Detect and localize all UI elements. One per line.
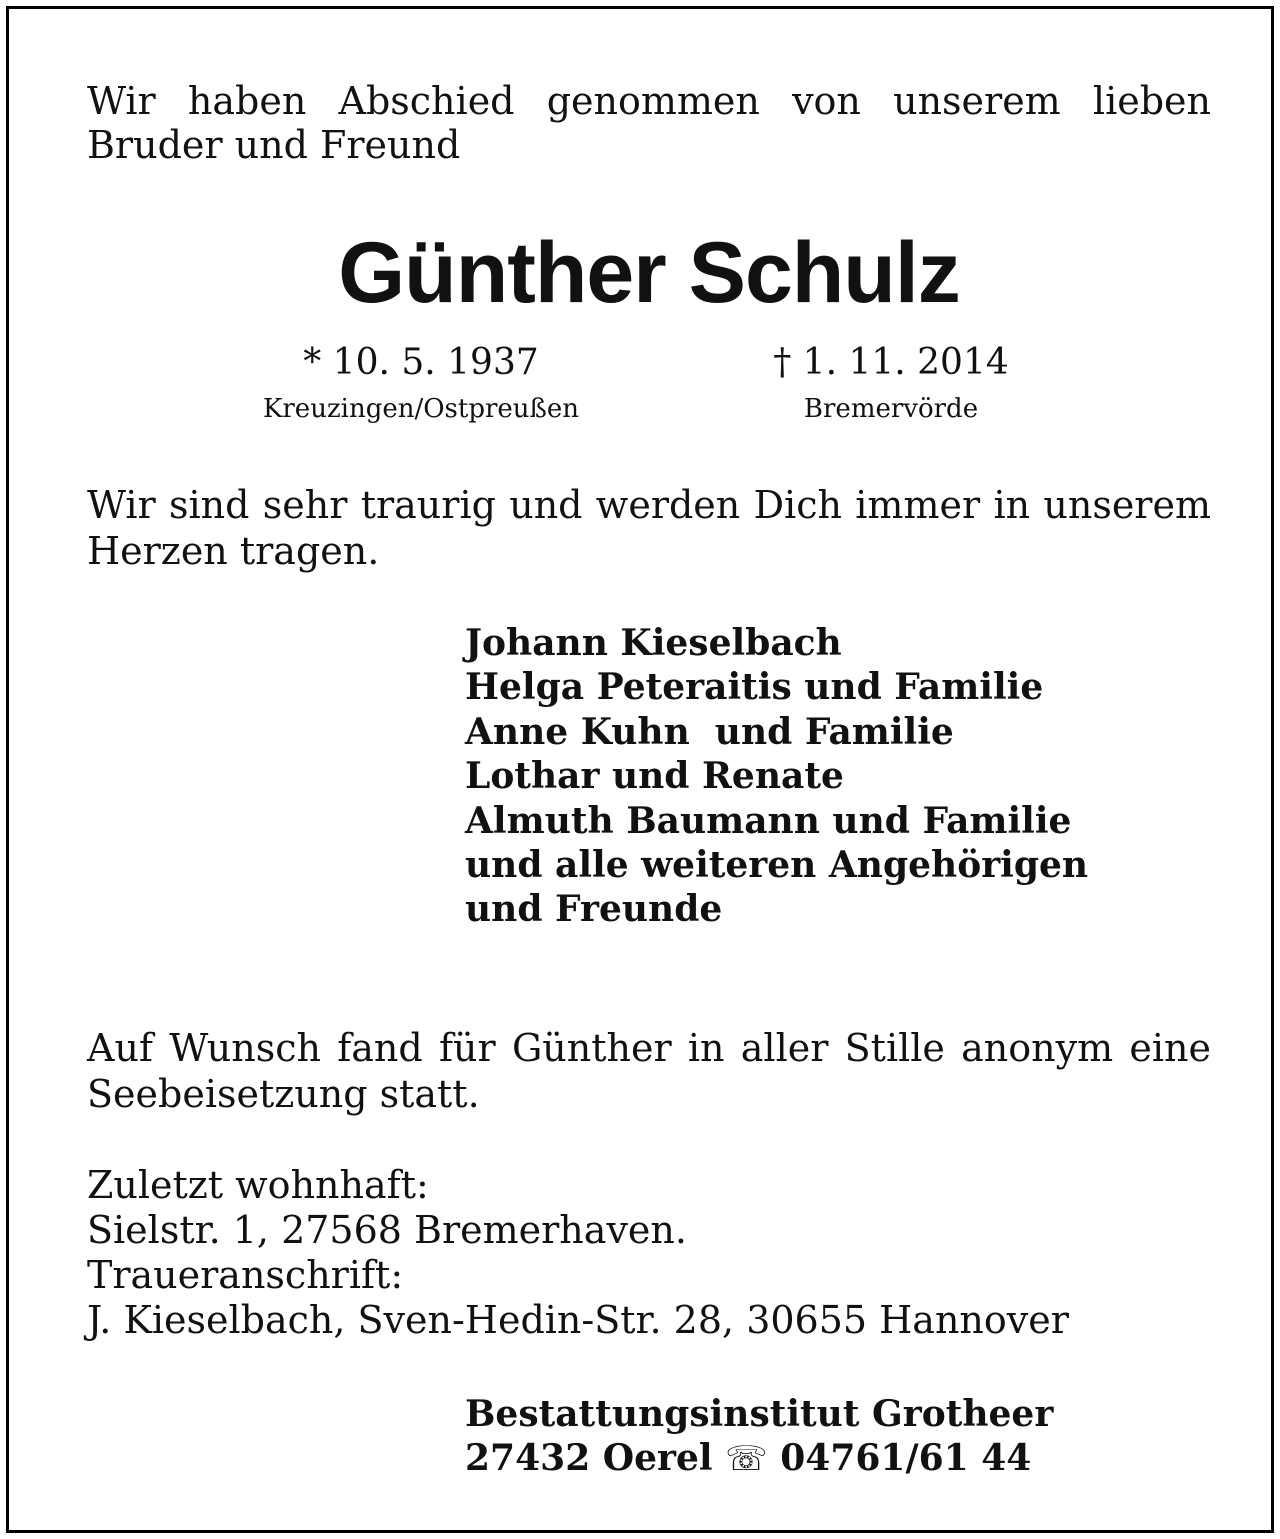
death-date: † 1. 11. 2014 [773, 342, 1009, 383]
undertaker-block [465, 1392, 1225, 1481]
deceased-name: Günther Schulz [338, 225, 960, 321]
undertaker-phone: 04761/61 44 [780, 1437, 1032, 1479]
mourning-address: J. Kieselbach, Sven-Hedin-Str. 28, 30655 Hannover [87, 1298, 1069, 1342]
mourner-item: Almuth Baumann und Familie [465, 799, 1072, 842]
burial-note: Auf Wunsch fand für Günther in aller Stille anonym eine Seebeisetzung statt. [87, 1026, 1211, 1116]
death-place: Bremervörde [803, 394, 979, 424]
mourner-item: und Freunde [465, 888, 723, 931]
last-residence-label: Zuletzt wohnhaft: [87, 1163, 429, 1207]
telephone-icon: ☏ [725, 1439, 768, 1479]
mourning-address-label: Traueranschrift: [87, 1253, 404, 1297]
condolence-text: Wir sind sehr traurig und werden Dich immer in unserem Herzen tragen. [87, 483, 1211, 573]
death-info [671, 343, 1111, 425]
birth-info [201, 343, 641, 425]
birth-date: * 10. 5. 1937 [303, 342, 539, 383]
undertaker-name: Bestattungsinstitut Grotheer [465, 1393, 1054, 1435]
last-residence: Sielstr. 1, 27568 Bremerhaven. [87, 1208, 687, 1252]
undertaker-contact [465, 1436, 1225, 1481]
birth-place: Kreuzingen/Ostpreußen [262, 394, 580, 424]
undertaker-location: 27432 Oerel [465, 1437, 713, 1479]
mourner-item: Lothar und Renate [465, 755, 844, 798]
mourners-list [465, 621, 1225, 932]
mourner-item: und alle weiteren Angehörigen [465, 844, 1089, 887]
obituary-notice [6, 6, 1274, 1533]
mourner-item: Helga Peteraitis und Familie [465, 666, 1044, 709]
intro-text: Wir haben Abschied genommen von unserem lieben Bruder und Freund [87, 79, 1211, 167]
mourner-item: Anne Kuhn und Familie [465, 710, 954, 753]
address-block [87, 1163, 1211, 1343]
mourner-item: Johann Kieselbach [465, 622, 842, 664]
